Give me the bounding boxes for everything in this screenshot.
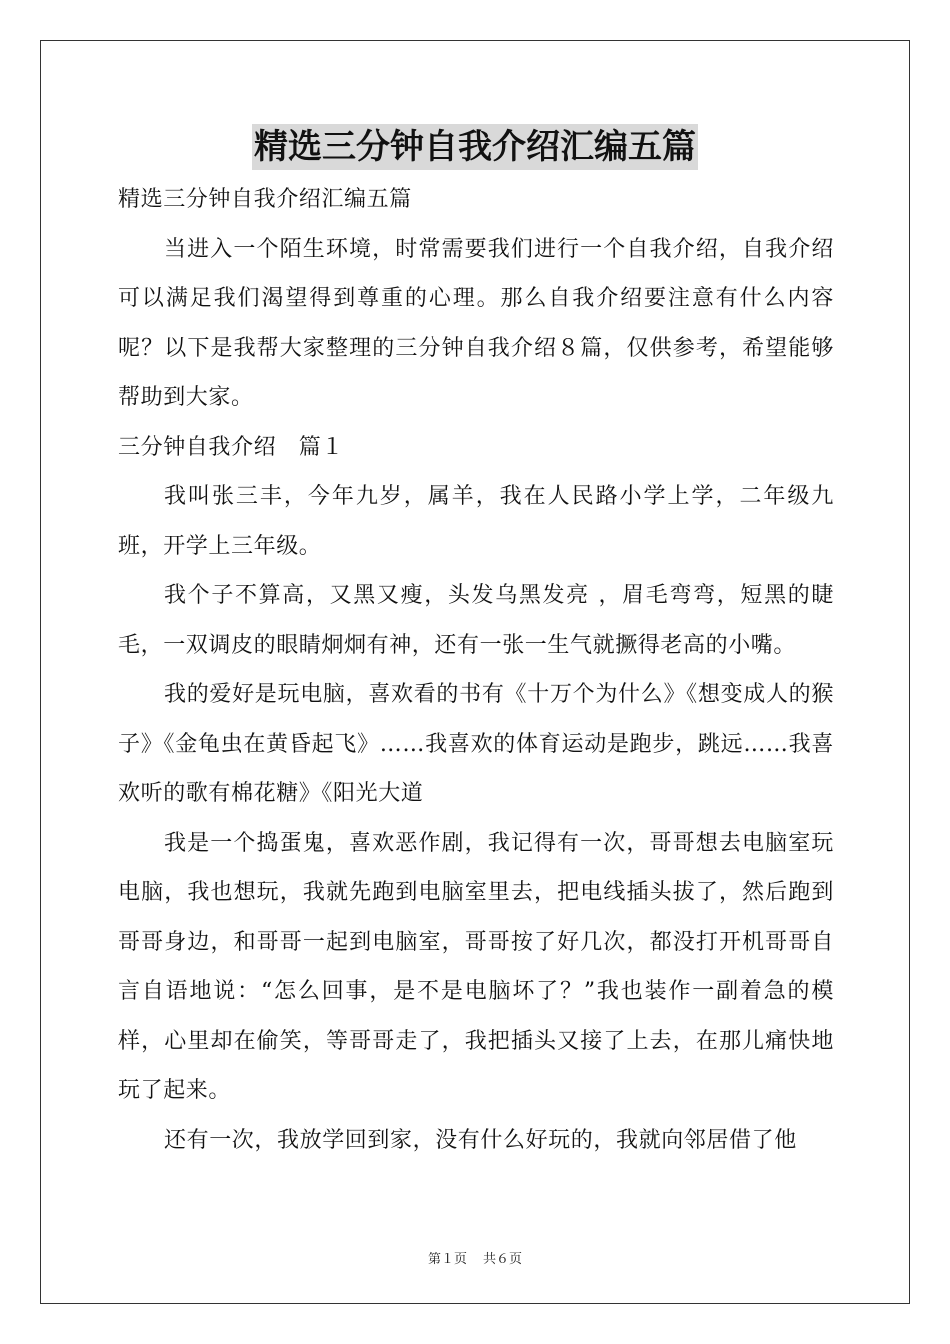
- document-title-text: 精选三分钟自我介绍汇编五篇: [252, 124, 698, 170]
- document-title: [0, 124, 950, 170]
- page-footer: [0, 1248, 950, 1267]
- paragraph-prank-story: 我是一个捣蛋鬼，喜欢恶作剧，我记得有一次，哥哥想去电脑室玩电脑，我也想玩，我就先跑到电脑室里去，把电线插头拔了，然后跑到哥哥身边，和哥哥一起到电脑室，哥哥按了好几次，都没打开机哥哥自言自语地说：“怎么回事，是不是电脑坏了？”我也装作一副着急的模样，心里却在偷笑，等哥哥走了，我把插头又接了上去，在那儿痛快地玩了起来。: [118, 830, 834, 1103]
- paragraph-another-story: 还有一次，我放学回到家，没有什么好玩的，我就向邻居借了他: [164, 1127, 797, 1153]
- section-heading: 三分钟自我介绍 篇１: [118, 434, 345, 460]
- intro-paragraph: 当进入一个陌生环境，时常需要我们进行一个自我介绍，自我介绍可以满足我们渴望得到尊重的心理。那么自我介绍要注意有什么内容呢？以下是我帮大家整理的三分钟自我介绍８篇，仅供参考，希望能够帮助到大家。: [118, 236, 834, 410]
- page-number: 第１页: [427, 1252, 467, 1267]
- document-body: [118, 175, 834, 1165]
- paragraph-hobbies: 我的爱好是玩电脑，喜欢看的书有《十万个为什么》《想变成人的猴子》《金龟虫在黄昏起飞》……我喜欢的体育运动是跑步，跳远……我喜欢听的歌有棉花糖》《阳光大道: [118, 682, 834, 806]
- document-subtitle: 精选三分钟自我介绍汇编五篇: [118, 187, 412, 212]
- paragraph-appearance: 我个子不算高，又黑又瘦，头发乌黑发亮 ，眉毛弯弯，短黑的睫毛，一双调皮的眼睛炯炯有神，还有一张一生气就撅得老高的小嘴。: [118, 583, 834, 658]
- paragraph-name-age: 我叫张三丰，今年九岁，属羊，我在人民路小学上学，二年级九班，开学上三年级。: [118, 484, 834, 559]
- page-total: 共６页: [483, 1252, 523, 1267]
